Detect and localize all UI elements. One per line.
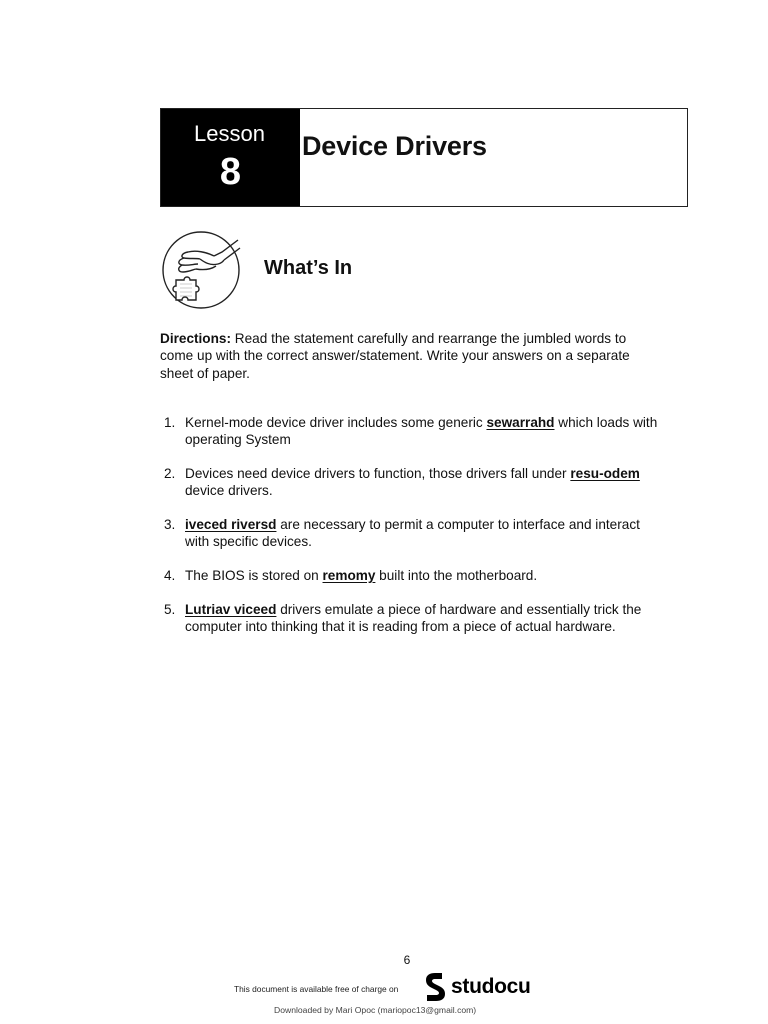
jumbled-word: sewarrahd bbox=[486, 415, 555, 430]
question-text: drivers emulate a piece of hardware and essentially trick the computer into thinking that it is reading from a piece of actual hardware. bbox=[185, 602, 642, 634]
question-text: built into the motherboard. bbox=[375, 568, 538, 583]
question-number: 3. bbox=[164, 517, 176, 532]
lesson-badge bbox=[161, 109, 300, 206]
directions-paragraph bbox=[160, 330, 660, 382]
question-text: Devices need device drivers to function, those drivers fall under bbox=[185, 466, 571, 481]
lesson-header bbox=[160, 108, 688, 207]
jumbled-word: iveced riversd bbox=[185, 517, 277, 532]
question-number: 4. bbox=[164, 568, 176, 583]
question-text: Kernel-mode device driver includes some generic bbox=[185, 415, 487, 430]
footer-notice: This document is available free of charge on bbox=[234, 984, 399, 994]
studocu-link[interactable] bbox=[422, 972, 531, 1002]
jumbled-word: Lutriav viceed bbox=[185, 602, 277, 617]
list-item bbox=[160, 516, 660, 550]
download-credit: Downloaded by Mari Opoc (mariopoc13@gmail.com) bbox=[274, 1005, 477, 1015]
question-number: 1. bbox=[164, 415, 176, 430]
question-text: device drivers. bbox=[185, 483, 273, 498]
question-number: 5. bbox=[164, 602, 176, 617]
list-item bbox=[160, 567, 660, 584]
question-text: are necessary to permit a computer to interface and interact with specific devices. bbox=[185, 517, 640, 549]
directions-label: Directions: bbox=[160, 331, 232, 346]
lesson-number: 8 bbox=[219, 151, 242, 193]
jumbled-word: resu-odem bbox=[570, 466, 640, 481]
question-number: 2. bbox=[164, 466, 176, 481]
lesson-word: Lesson bbox=[194, 121, 265, 146]
list-item bbox=[160, 465, 660, 499]
studocu-wordmark: studocu bbox=[451, 975, 531, 998]
directions-text: Read the statement carefully and rearrange the jumbled words to come up with the correct answer/statement. Write your answers on a separate sheet of paper. bbox=[160, 331, 630, 381]
question-list bbox=[160, 414, 660, 652]
list-item bbox=[160, 414, 660, 448]
studocu-logo-icon bbox=[422, 972, 448, 1002]
question-text: The BIOS is stored on bbox=[185, 568, 323, 583]
jumbled-word: remomy bbox=[322, 568, 376, 583]
page-number: 6 bbox=[403, 953, 411, 967]
list-item bbox=[160, 601, 660, 635]
section-heading: What’s In bbox=[264, 257, 353, 279]
hand-puzzle-piece-icon bbox=[160, 226, 244, 312]
question-text: which loads with operating System bbox=[185, 415, 658, 447]
lesson-title: Device Drivers bbox=[302, 131, 487, 161]
